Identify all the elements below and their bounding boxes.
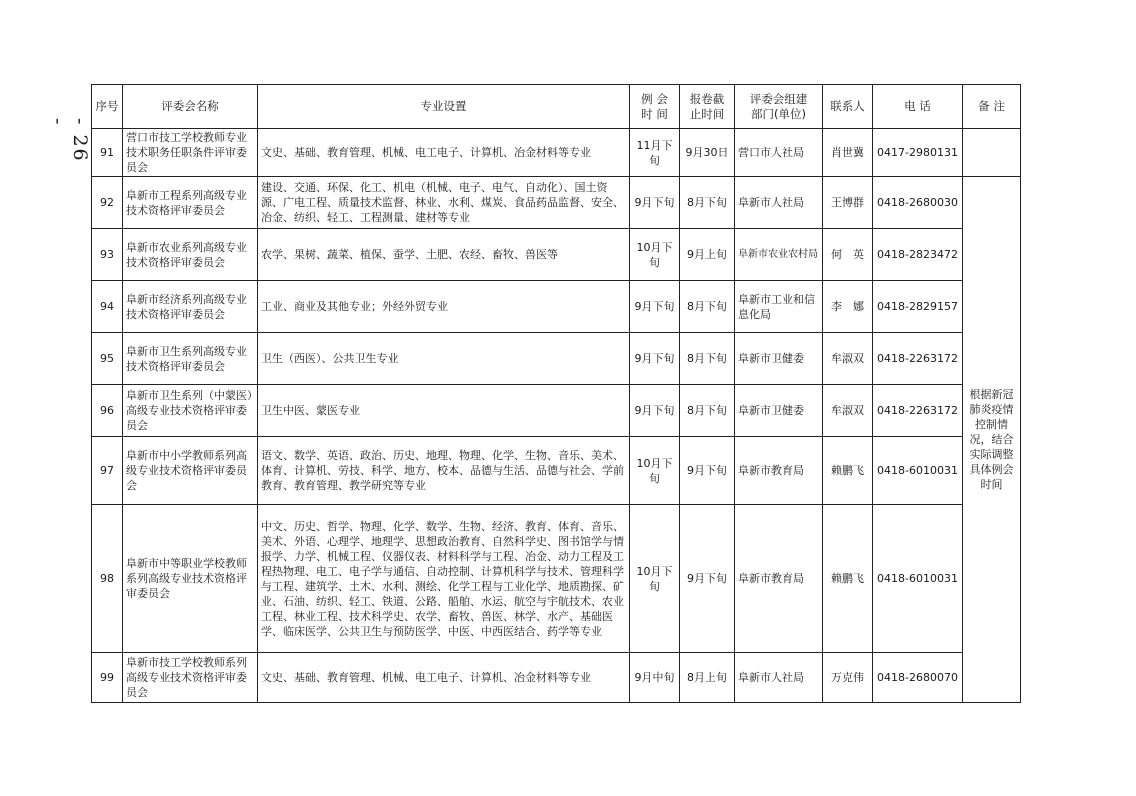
row-majors: 工业、商业及其他专业；外经外贸专业 xyxy=(258,281,630,333)
row-seq: 97 xyxy=(92,437,123,505)
row-meeting-time: 10月下旬 xyxy=(630,229,680,281)
row-contact: 赖鹏飞 xyxy=(823,505,873,653)
row-contact: 万克伟 xyxy=(823,653,873,703)
row-meeting-time: 11月下旬 xyxy=(630,129,680,177)
table-row xyxy=(92,505,1021,653)
row-majors: 农学、果树、蔬菜、植保、蚕学、土肥、农经、畜牧、兽医等 xyxy=(258,229,630,281)
row-meeting-time: 9月下旬 xyxy=(630,385,680,437)
row-seq: 94 xyxy=(92,281,123,333)
row-dept: 阜新市人社局 xyxy=(735,177,823,229)
row-name: 阜新市技工学校教师系列高级专业技术资格评审委员会 xyxy=(123,653,258,703)
row-contact: 牟淑双 xyxy=(823,333,873,385)
row-name: 阜新市卫生系列（中蒙医）高级专业技术资格评审委员会 xyxy=(123,385,258,437)
table-row xyxy=(92,129,1021,177)
row-contact: 何 英 xyxy=(823,229,873,281)
row-phone: 0418-2680030 xyxy=(873,177,963,229)
row-majors: 卫生（西医）、公共卫生专业 xyxy=(258,333,630,385)
header-majors: 专业设置 xyxy=(258,85,630,129)
header-name-label: 评委会名称 xyxy=(161,99,219,113)
row-dept: 营口市人社局 xyxy=(735,129,823,177)
row-seq: 96 xyxy=(92,385,123,437)
row-dept: 阜新市卫健委 xyxy=(735,385,823,437)
row-deadline: 8月上旬 xyxy=(680,653,735,703)
row-name: 阜新市工程系列高级专业技术资格评审委员会 xyxy=(123,177,258,229)
row-seq: 91 xyxy=(92,129,123,177)
row-phone: 0418-6010031 xyxy=(873,437,963,505)
header-contact: 联系人 xyxy=(823,85,873,129)
table-row xyxy=(92,653,1021,703)
row-dept: 阜新市人社局 xyxy=(735,653,823,703)
row-contact: 李 娜 xyxy=(823,281,873,333)
header-phone: 电 话 xyxy=(873,85,963,129)
row-majors: 建设、交通、环保、化工、机电（机械、电子、电气、自动化）、国土资源、广电工程、质量技术监督、林业、水利、煤炭、食品药品监督、安全、冶金、纺织、轻工、工程测量、建材等专业 xyxy=(258,177,630,229)
row-meeting-time: 9月下旬 xyxy=(630,281,680,333)
row-deadline: 9月下旬 xyxy=(680,437,735,505)
row-meeting-time: 10月下旬 xyxy=(630,505,680,653)
row-contact: 王博群 xyxy=(823,177,873,229)
row-phone: 0418-2823472 xyxy=(873,229,963,281)
header-seq: 序号 xyxy=(92,85,123,129)
row-deadline: 8月下旬 xyxy=(680,281,735,333)
row-deadline: 8月下旬 xyxy=(680,333,735,385)
table-row xyxy=(92,385,1021,437)
row-phone: 0417-2980131 xyxy=(873,129,963,177)
row-name: 阜新市经济系列高级专业技术资格评审委员会 xyxy=(123,281,258,333)
header-remark: 备 注 xyxy=(963,85,1021,129)
row-contact: 牟淑双 xyxy=(823,385,873,437)
row-deadline: 8月下旬 xyxy=(680,177,735,229)
row-meeting-time: 9月下旬 xyxy=(630,333,680,385)
header-dept: 评委会组建 部门(单位) xyxy=(735,85,823,129)
row-remark-empty xyxy=(963,129,1021,177)
row-deadline: 9月下旬 xyxy=(680,505,735,653)
row-phone: 0418-2263172 xyxy=(873,385,963,437)
row-seq: 95 xyxy=(92,333,123,385)
row-phone: 0418-2829157 xyxy=(873,281,963,333)
table-header-row xyxy=(92,85,1021,129)
row-phone: 0418-6010031 xyxy=(873,505,963,653)
row-meeting-time: 10月下旬 xyxy=(630,437,680,505)
row-dept: 阜新市卫健委 xyxy=(735,333,823,385)
row-dept: 阜新市教育局 xyxy=(735,437,823,505)
row-name: 营口市技工学校教师专业技术职务任职条件评审委员会 xyxy=(123,129,258,177)
row-contact: 肖世冀 xyxy=(823,129,873,177)
row-name: 阜新市中小学教师系列高级专业技术资格评审委员会 xyxy=(123,437,258,505)
row-dept: 阜新市农业农村局 xyxy=(735,229,823,281)
row-name: 阜新市中等职业学校教师系列高级专业技术资格评审委员会 xyxy=(123,505,258,653)
row-name: 阜新市卫生系列高级专业技术资格评审委员会 xyxy=(123,333,258,385)
row-seq: 92 xyxy=(92,177,123,229)
page-number: - 26 - xyxy=(47,118,91,163)
row-seq: 98 xyxy=(92,505,123,653)
header-meeting-time: 例 会 时 间 xyxy=(630,85,680,129)
row-majors: 文史、基础、教育管理、机械、电工电子、计算机、冶金材料等专业 xyxy=(258,129,630,177)
row-meeting-time: 9月中旬 xyxy=(630,653,680,703)
committee-table xyxy=(91,84,1021,703)
header-deadline: 报卷截 止时间 xyxy=(680,85,735,129)
row-phone: 0418-2680070 xyxy=(873,653,963,703)
row-majors: 文史、基础、教育管理、机械、电工电子、计算机、冶金材料等专业 xyxy=(258,653,630,703)
row-meeting-time: 9月下旬 xyxy=(630,177,680,229)
table-row xyxy=(92,229,1021,281)
row-phone: 0418-2263172 xyxy=(873,333,963,385)
row-name: 阜新市农业系列高级专业技术资格评审委员会 xyxy=(123,229,258,281)
row-seq: 99 xyxy=(92,653,123,703)
row-seq: 93 xyxy=(92,229,123,281)
row-deadline: 8月下旬 xyxy=(680,385,735,437)
row-majors: 中文、历史、哲学、物理、化学、数学、生物、经济、教育、体育、音乐、美术、外语、心理学、地理学、思想政治教育、自然科学史、图书馆学与情报学、力学、机械工程、仪器仪表、材料科学与工程、冶金、动力工程及工程热物理、电工、电子学与通信、自动控制、计算机科学与技术、管理科学与工程、建筑学、土木、水利、测绘、化学工程与工业化学、地质勘探、矿业、石油、纺织、轻工、铁道、公路、船舶、水运、航空与宇航技术、农业工程、林业工程、技术科学史、农学、畜牧、兽医、林学、水产、基础医学、临床医学、公共卫生与预防医学、中医、中西医结合、药学等专业 xyxy=(258,505,630,653)
row-dept: 阜新市工业和信息化局 xyxy=(735,281,823,333)
table-row xyxy=(92,177,1021,229)
table-row xyxy=(92,333,1021,385)
row-deadline: 9月上旬 xyxy=(680,229,735,281)
row-contact: 赖鹏飞 xyxy=(823,437,873,505)
table-row xyxy=(92,281,1021,333)
row-majors: 语文、数学、英语、政治、历史、地理、物理、化学、生物、音乐、美术、体育、计算机、劳技、科学、地方、校本、品德与生活、品德与社会、学前教育、教育管理、教学研究等专业 xyxy=(258,437,630,505)
remark-merged: 根据新冠肺炎疫情控制情况，结合实际调整具体例会时间 xyxy=(963,177,1021,703)
row-deadline: 9月30日 xyxy=(680,129,735,177)
table-row xyxy=(92,437,1021,505)
row-dept: 阜新市教育局 xyxy=(735,505,823,653)
header-name xyxy=(123,85,258,129)
row-majors: 卫生中医、蒙医专业 xyxy=(258,385,630,437)
